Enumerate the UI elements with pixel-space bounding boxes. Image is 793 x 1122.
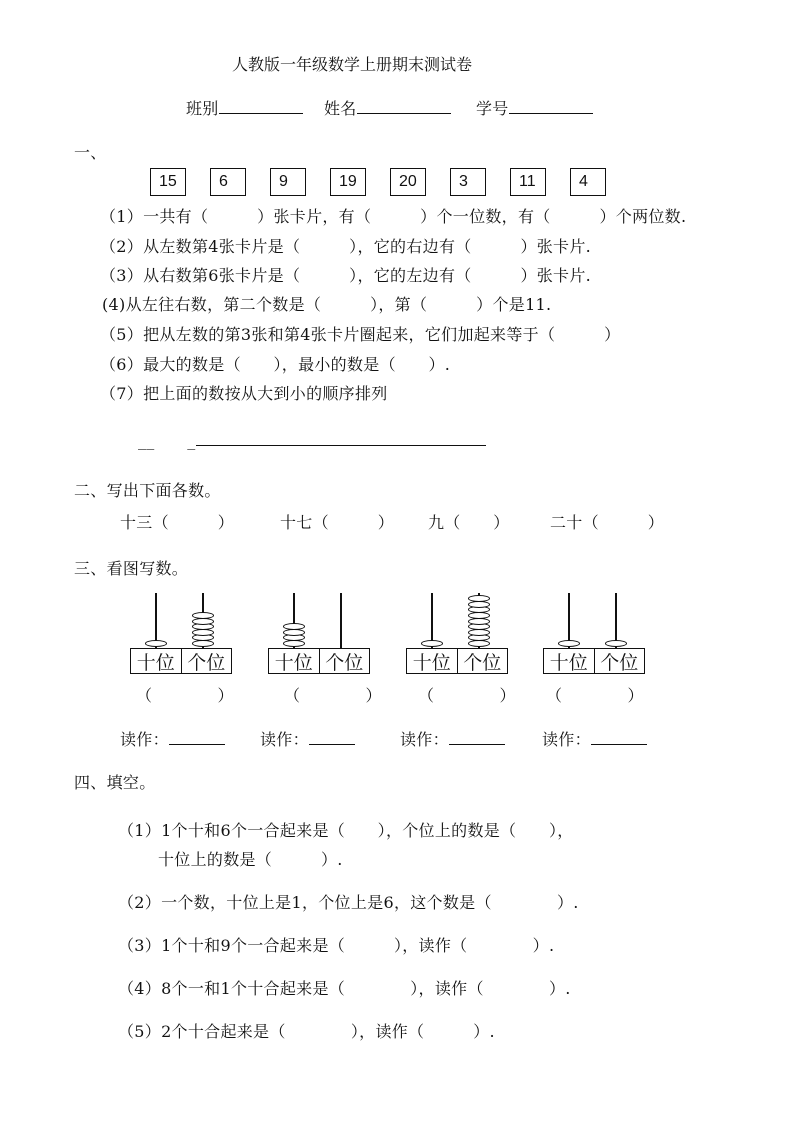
abacus-bead [558,640,580,647]
number-card: 20 [390,168,426,196]
write-number-item: 二十（ ） [550,513,665,532]
write-number-item: 十七（ ） [280,513,395,532]
fill-item-5: （5）2个十合起来是（ ），读作（ ）. [118,1022,495,1041]
tens-label: 十位 [274,651,313,674]
abacus-bead [468,595,490,602]
class-label: 班别 [186,99,219,118]
class-blank[interactable] [219,98,303,114]
fill-item-4: （4）8个一和1个十合起来是（ ），读作（ ）. [118,979,571,998]
read-as-label: 读作： [400,730,449,749]
read-as-field[interactable] [542,727,647,750]
answer-line-prefix: __ _ [138,431,196,450]
abacus-answer-paren: （ ） [418,686,516,705]
tens-label: 十位 [136,651,175,674]
abacus-bead [421,640,443,647]
question-3: （3）从右数第6张卡片是（ ），它的左边有（ ）张卡片. [100,266,592,285]
question-6: （6）最大的数是（ ），最小的数是（ ）. [100,355,451,374]
tens-label: 十位 [412,651,451,674]
ordering-answer-line[interactable] [138,428,486,451]
page-title: 人教版一年级数学上册期末测试卷 [232,55,473,74]
abacus-bead [283,640,305,647]
place-value-label [130,648,232,674]
number-card: 3 [450,168,486,196]
ones-rod [340,593,342,648]
abacus-answer-paren: （ ） [136,686,234,705]
tens-label: 十位 [549,651,588,674]
question-4: (4)从左往右数，第二个数是（ ），第（ ）个是11. [102,295,552,314]
ones-label: 个位 [457,649,508,673]
abacus-bead [192,612,214,619]
read-as-label: 读作： [542,730,591,749]
abacus-bead [468,640,490,647]
section2-heading: 二、写出下面各数。 [74,481,221,500]
ones-label: 个位 [181,649,232,673]
answer-line-blank[interactable] [196,430,486,446]
id-field[interactable] [476,96,593,119]
number-card: 11 [510,168,546,196]
question-5: （5）把从左数的第3张和第4张卡片圈起来，它们加起来等于（ ） [100,325,621,344]
ones-label: 个位 [594,649,645,673]
read-as-blank[interactable] [449,729,505,745]
number-card: 9 [270,168,306,196]
fill-item-1: （1）1个十和6个一合起来是（ ），个位上的数是（ ）， [118,821,574,840]
read-as-field[interactable] [400,727,505,750]
place-value-label [406,648,508,674]
question-2: （2）从左数第4张卡片是（ ），它的右边有（ ）张卡片. [100,237,592,256]
abacus-bead [145,640,167,647]
read-as-label: 读作： [260,730,309,749]
abacus-bead [468,612,490,619]
class-field[interactable] [186,96,303,119]
question-1: （1）一共有（ ）张卡片，有（ ）个一位数，有（ ）个两位数. [100,207,687,226]
ones-label: 个位 [319,649,370,673]
fill-item-1-continued: 十位上的数是（ ）. [158,850,343,869]
abacus-bead [192,640,214,647]
section1-heading: 一、 [74,143,107,162]
fill-item-2: （2）一个数，十位上是1，个位上是6，这个数是（ ）. [118,893,579,912]
read-as-field[interactable] [260,727,355,750]
name-field[interactable] [324,96,451,119]
read-as-blank[interactable] [169,729,225,745]
read-as-field[interactable] [120,727,225,750]
section4-heading: 四、填空。 [74,773,156,792]
write-number-item: 十三（ ） [120,513,235,532]
number-card: 4 [570,168,606,196]
read-as-label: 读作： [120,730,169,749]
fill-item-3: （3）1个十和9个一合起来是（ ），读作（ ）. [118,936,555,955]
abacus-answer-paren: （ ） [546,686,644,705]
name-blank[interactable] [357,98,451,114]
read-as-blank[interactable] [591,729,647,745]
number-card: 6 [210,168,246,196]
abacus-bead [605,640,627,647]
abacus-bead [283,623,305,630]
place-value-label [543,648,645,674]
name-label: 姓名 [324,99,357,118]
question-7: （7）把上面的数按从大到小的顺序排列 [100,384,388,403]
abacus-answer-paren: （ ） [284,686,382,705]
place-value-label [268,648,370,674]
number-card: 15 [150,168,186,196]
section3-heading: 三、看图写数。 [74,559,189,578]
id-label: 学号 [476,99,509,118]
write-number-item: 九（ ） [428,513,510,532]
number-card: 19 [330,168,366,196]
read-as-blank[interactable] [309,729,355,745]
id-blank[interactable] [509,98,593,114]
